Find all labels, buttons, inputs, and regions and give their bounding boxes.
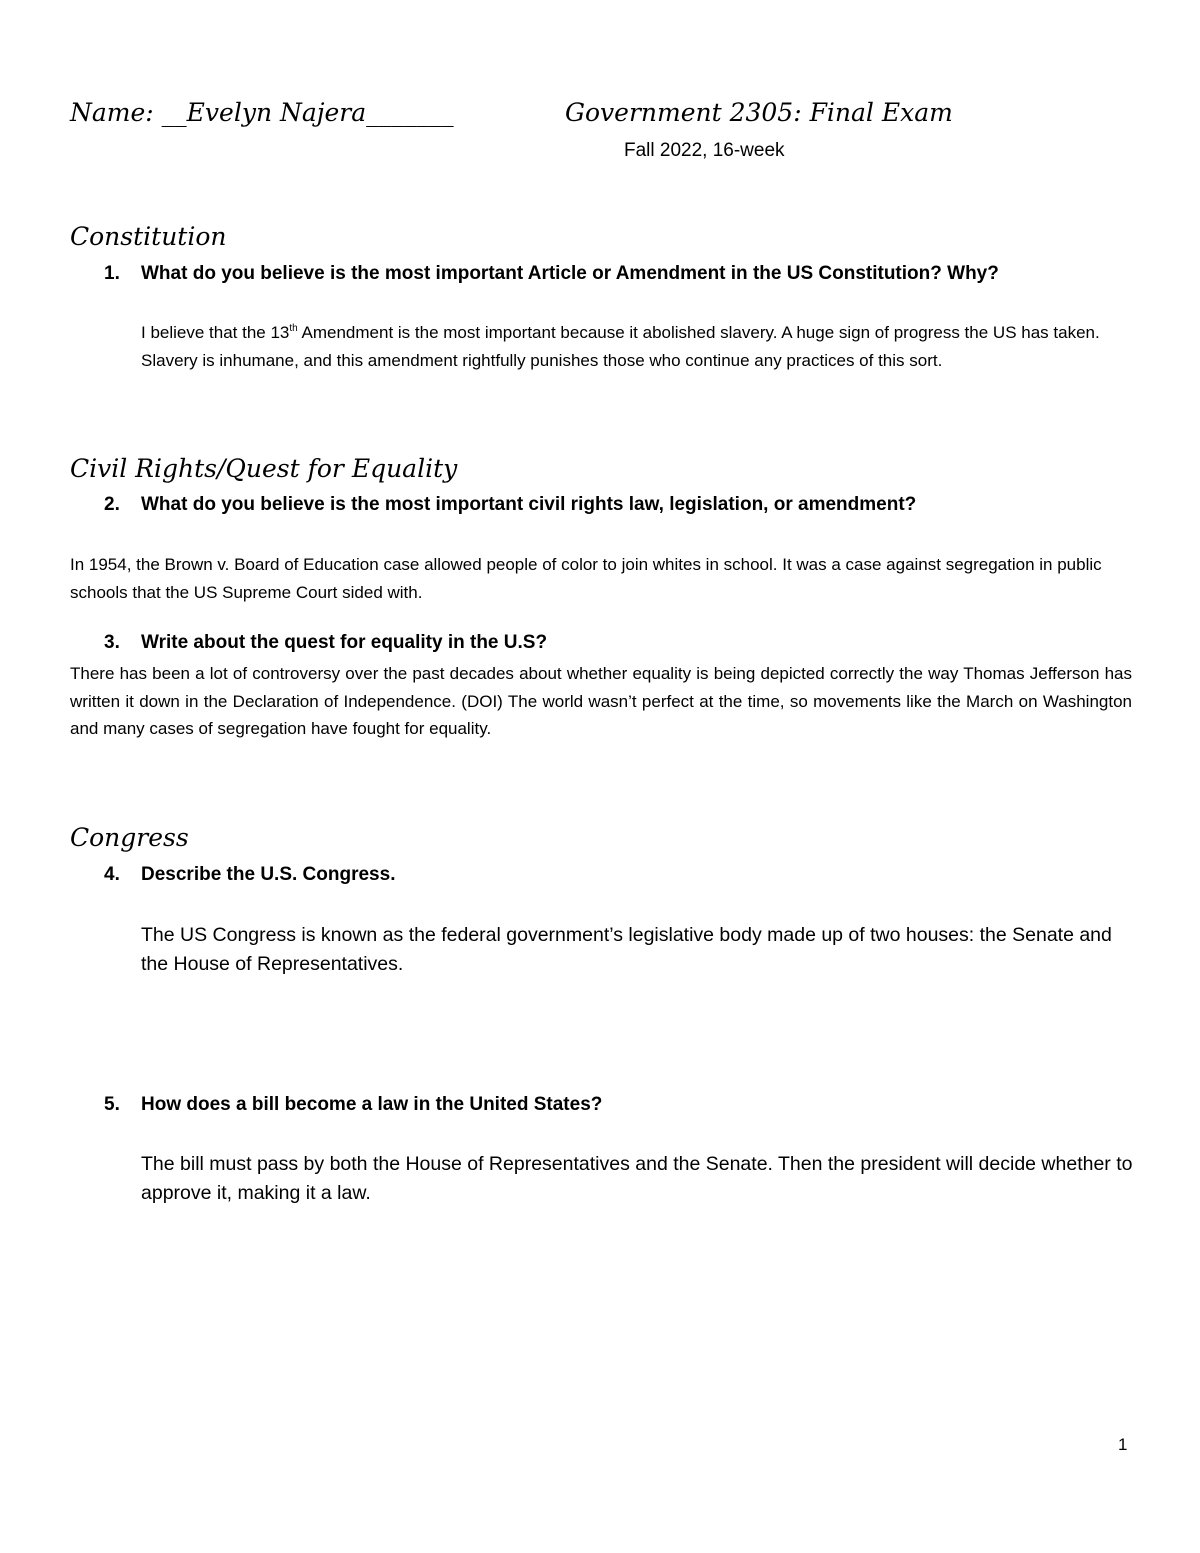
- question-text: What do you believe is the most important civil rights law, legislation, or amendment?: [141, 494, 917, 515]
- answer-4: The US Congress is known as the federal government’s legislative body made up of two houses: the Senate and the House of Representatives.: [141, 924, 1112, 975]
- question-number: 1.: [104, 263, 120, 284]
- answer-2: In 1954, the Brown v. Board of Education case allowed people of color to join whites in school. It was a case against segregation in public schools that the US Supreme Court sided with.: [70, 555, 1102, 602]
- student-name: Name: __Evelyn Najera_______: [70, 98, 454, 127]
- section-heading-civil-rights: Civil Rights/Quest for Equality: [70, 454, 458, 483]
- question-5: [104, 1094, 602, 1116]
- question-1: [104, 263, 999, 285]
- question-text: What do you believe is the most important Article or Amendment in the US Constitution? Why?: [141, 263, 999, 284]
- answer-text-rest: Amendment is the most important because it abolished slavery. A huge sign of progress the US has taken. Slavery is inhumane, and this amendment rightfully punishes those who continue any practices of this sort.: [141, 323, 1100, 370]
- question-4: [104, 864, 395, 886]
- question-text: Write about the quest for equality in the U.S?: [141, 632, 548, 653]
- question-number: 3.: [104, 632, 120, 653]
- answer-5: The bill must pass by both the House of Representatives and the Senate. Then the president will decide whether to approve it, making it a law.: [141, 1153, 1133, 1204]
- question-number: 2.: [104, 494, 120, 515]
- question-2: [104, 494, 916, 516]
- question-text: How does a bill become a law in the United States?: [141, 1094, 603, 1115]
- exam-term: Fall 2022, 16-week: [624, 140, 785, 161]
- question-number: 4.: [104, 864, 120, 885]
- answer-text-start: I believe that the 13: [141, 323, 290, 342]
- answer-3: There has been a lot of controversy over the past decades about whether equality is being depicted correctly the way Thomas Jefferson has written it down in the Declaration of Independence. (DOI) The world wasn’t perfect at the time, so movements like the March on Washington and many cases of segregation have fought for equality.: [70, 664, 1132, 738]
- question-text: Describe the U.S. Congress.: [141, 864, 396, 885]
- question-3: [104, 632, 547, 654]
- answer-1: [141, 319, 1116, 374]
- section-heading-constitution: Constitution: [70, 222, 227, 251]
- section-heading-congress: Congress: [70, 823, 189, 852]
- question-number: 5.: [104, 1094, 120, 1115]
- exam-title: Government 2305: Final Exam: [565, 98, 953, 127]
- page-number: 1: [1118, 1435, 1128, 1454]
- ordinal-suffix: th: [289, 323, 298, 334]
